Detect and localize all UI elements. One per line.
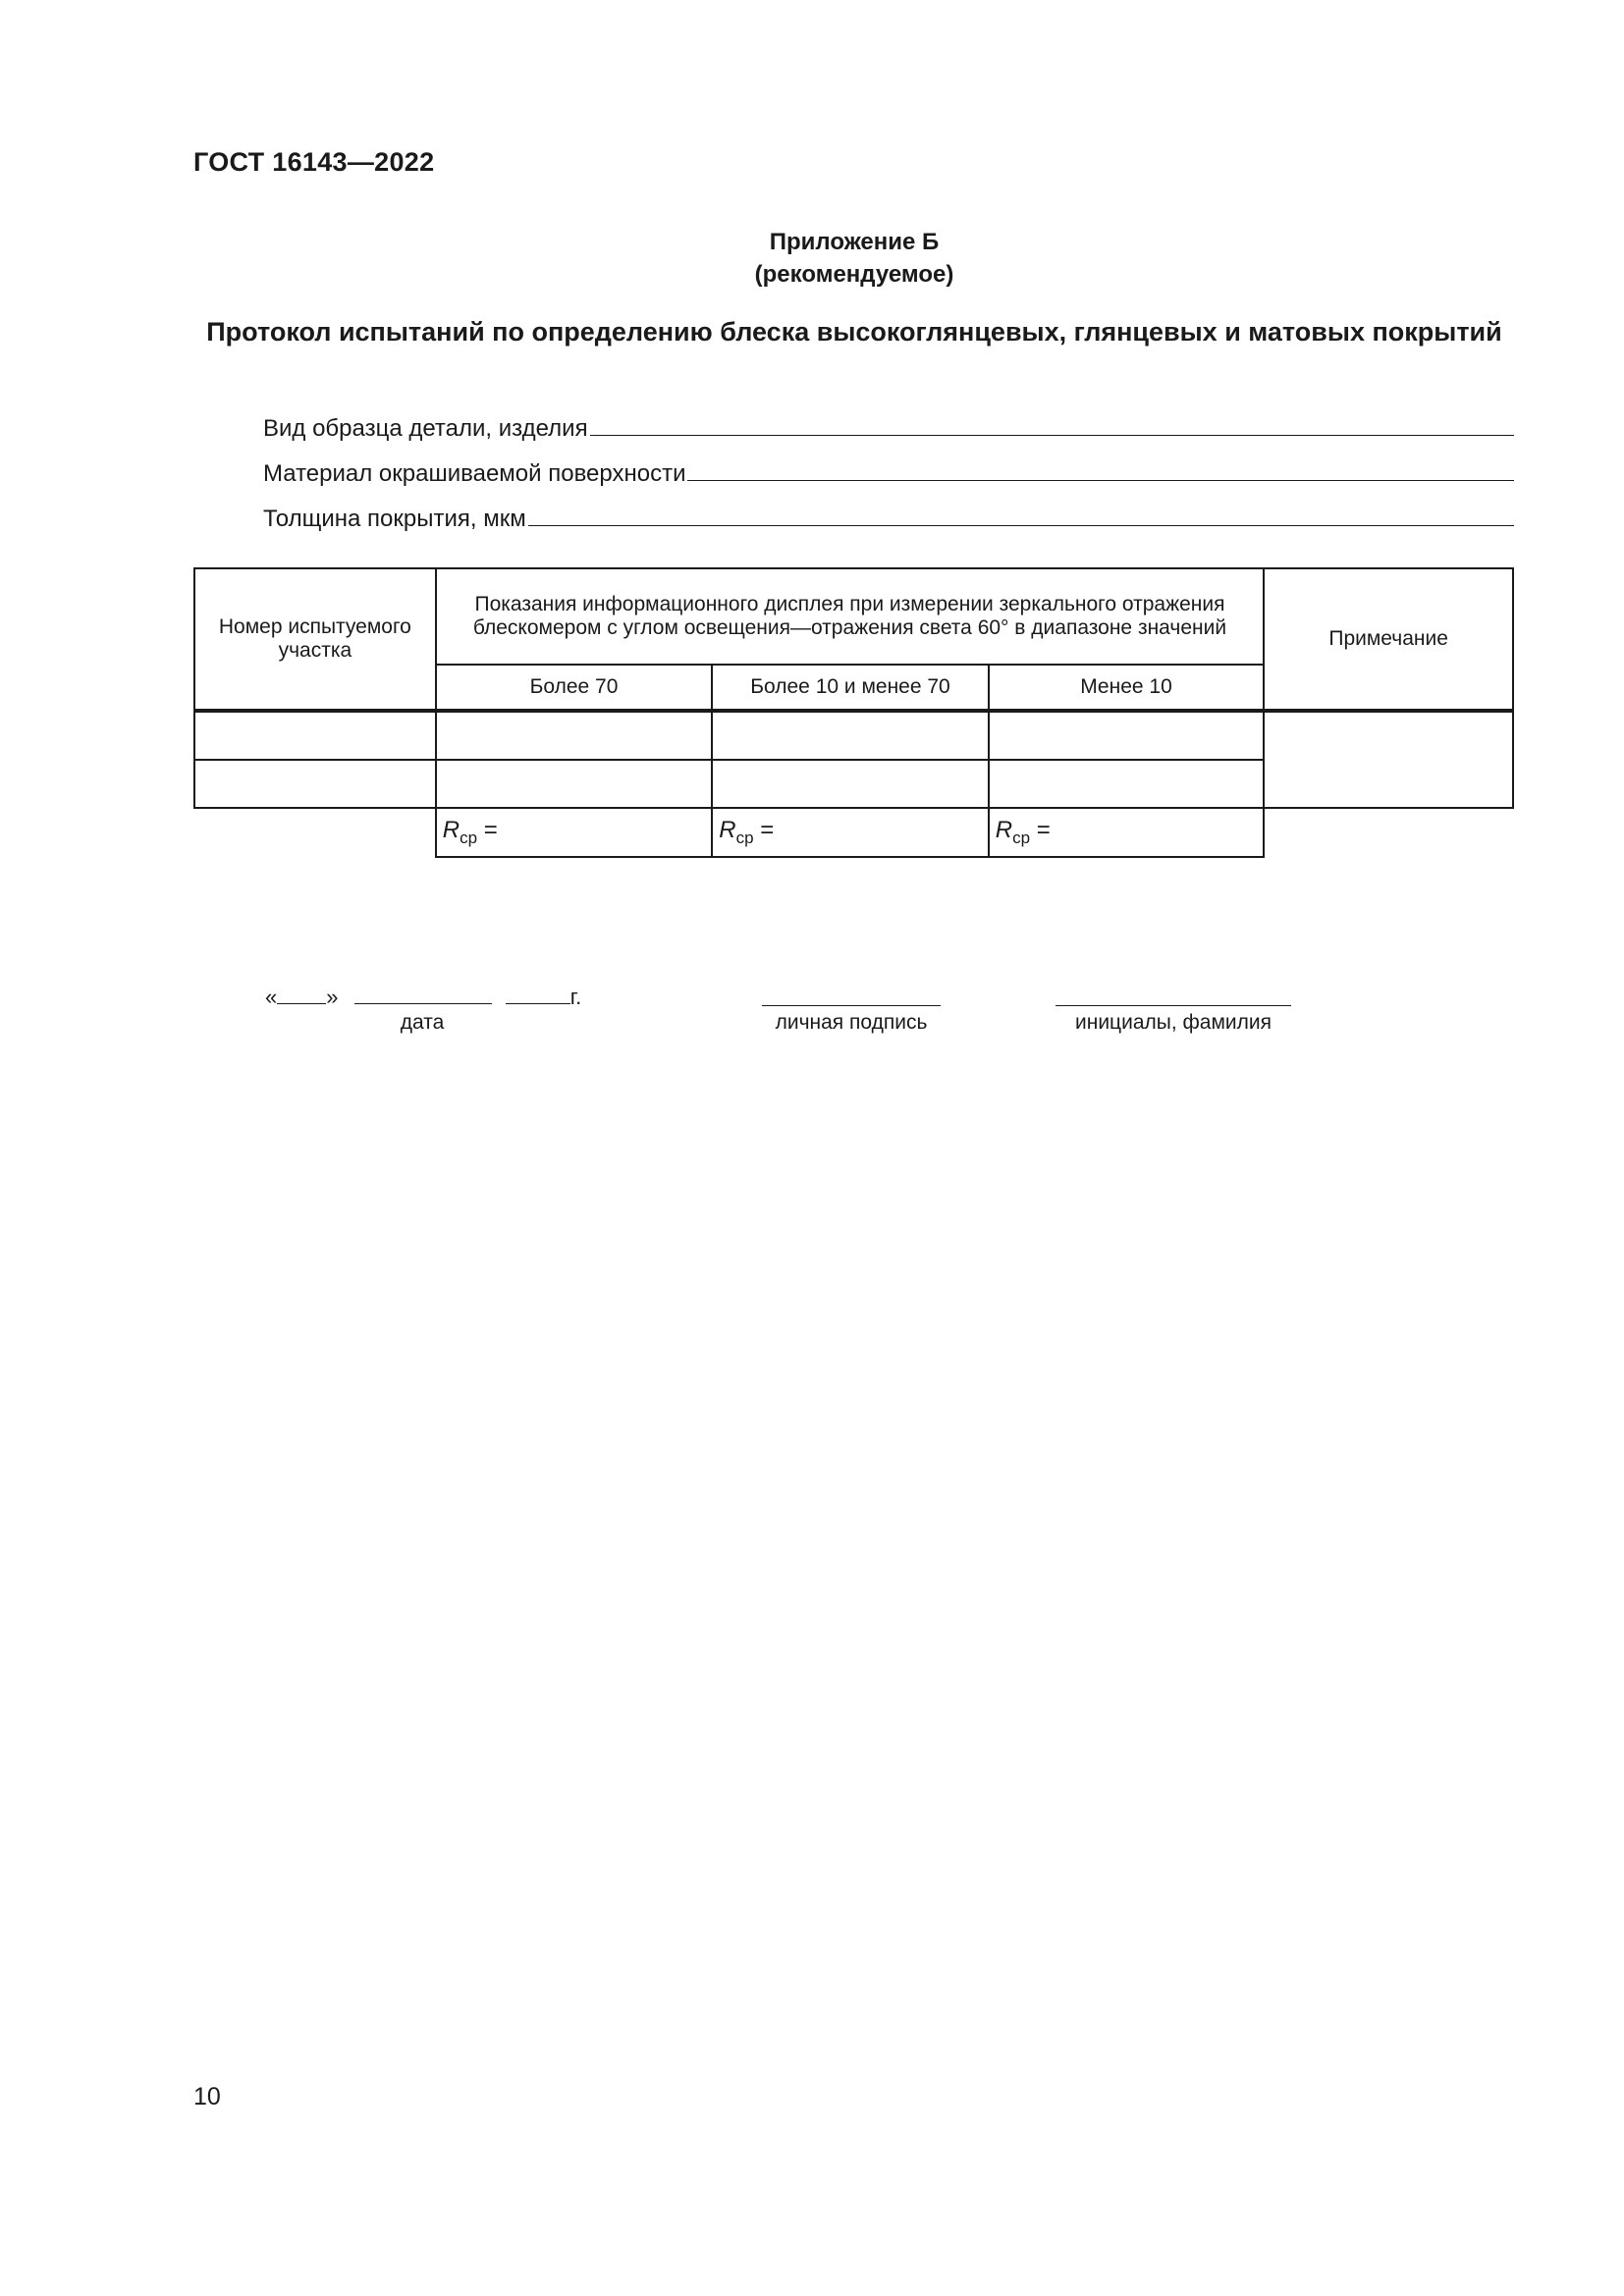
field-label: Толщина покрытия, мкм [263, 506, 526, 532]
document-header: ГОСТ 16143—2022 [193, 147, 435, 177]
average-cell: $R_{ср}$ = [436, 808, 713, 857]
table-row [194, 711, 1513, 760]
table-cell [989, 711, 1265, 760]
page-number: 10 [193, 2083, 221, 2110]
table-cell [436, 760, 713, 808]
field-label: Материал окрашиваемой поверхности [263, 460, 686, 487]
blank-cell [1264, 808, 1513, 857]
fill-line [590, 413, 1514, 436]
signature-caption: личная подпись [775, 1011, 928, 1034]
field-surface-material [263, 458, 1514, 488]
name-caption: инициалы, фамилия [1075, 1011, 1272, 1034]
year-blank [506, 984, 570, 1004]
header-section-number: Номер испытуемого участка [194, 568, 436, 711]
table-cell [989, 760, 1265, 808]
name-blank [1056, 1005, 1291, 1006]
average-cell: $R_{ср}$ = [989, 808, 1265, 857]
appendix-subtitle: (рекомендуемое) [754, 261, 954, 288]
field-sample-type [263, 413, 1514, 443]
table-header-row [194, 568, 1513, 665]
table-cell [712, 711, 989, 760]
blank-cell [194, 808, 436, 857]
date-caption: дата [400, 1011, 445, 1034]
day-blank [277, 984, 326, 1004]
results-table [193, 567, 1514, 858]
average-cell: $R_{ср}$ = [712, 808, 989, 857]
table-cell [436, 711, 713, 760]
note-cell [1264, 711, 1513, 808]
protocol-title: Протокол испытаний по определению блеска высокоглянцевых, глянцевых и матовых покрытий [206, 317, 1502, 347]
appendix-title: Приложение Б [769, 229, 940, 255]
header-note: Примечание [1264, 568, 1513, 711]
range-header: Более 10 и менее 70 [712, 665, 989, 711]
table-cell [194, 760, 436, 808]
range-header: Менее 10 [989, 665, 1265, 711]
date-line: « » г. [265, 985, 582, 1009]
field-label: Вид образца детали, изделия [263, 415, 588, 442]
signature-blank [762, 1005, 941, 1006]
table-cell [712, 760, 989, 808]
fill-line [687, 458, 1514, 481]
average-row [194, 808, 1513, 857]
month-blank [354, 984, 492, 1004]
field-coating-thickness [263, 504, 1514, 533]
fill-line [528, 504, 1514, 526]
table-cell [194, 711, 436, 760]
range-header: Более 70 [436, 665, 713, 711]
header-readings: Показания информационного дисплея при измерении зеркального отражения блескомером с углом освещения—отражения света 60° в диапазоне значений [436, 568, 1265, 665]
